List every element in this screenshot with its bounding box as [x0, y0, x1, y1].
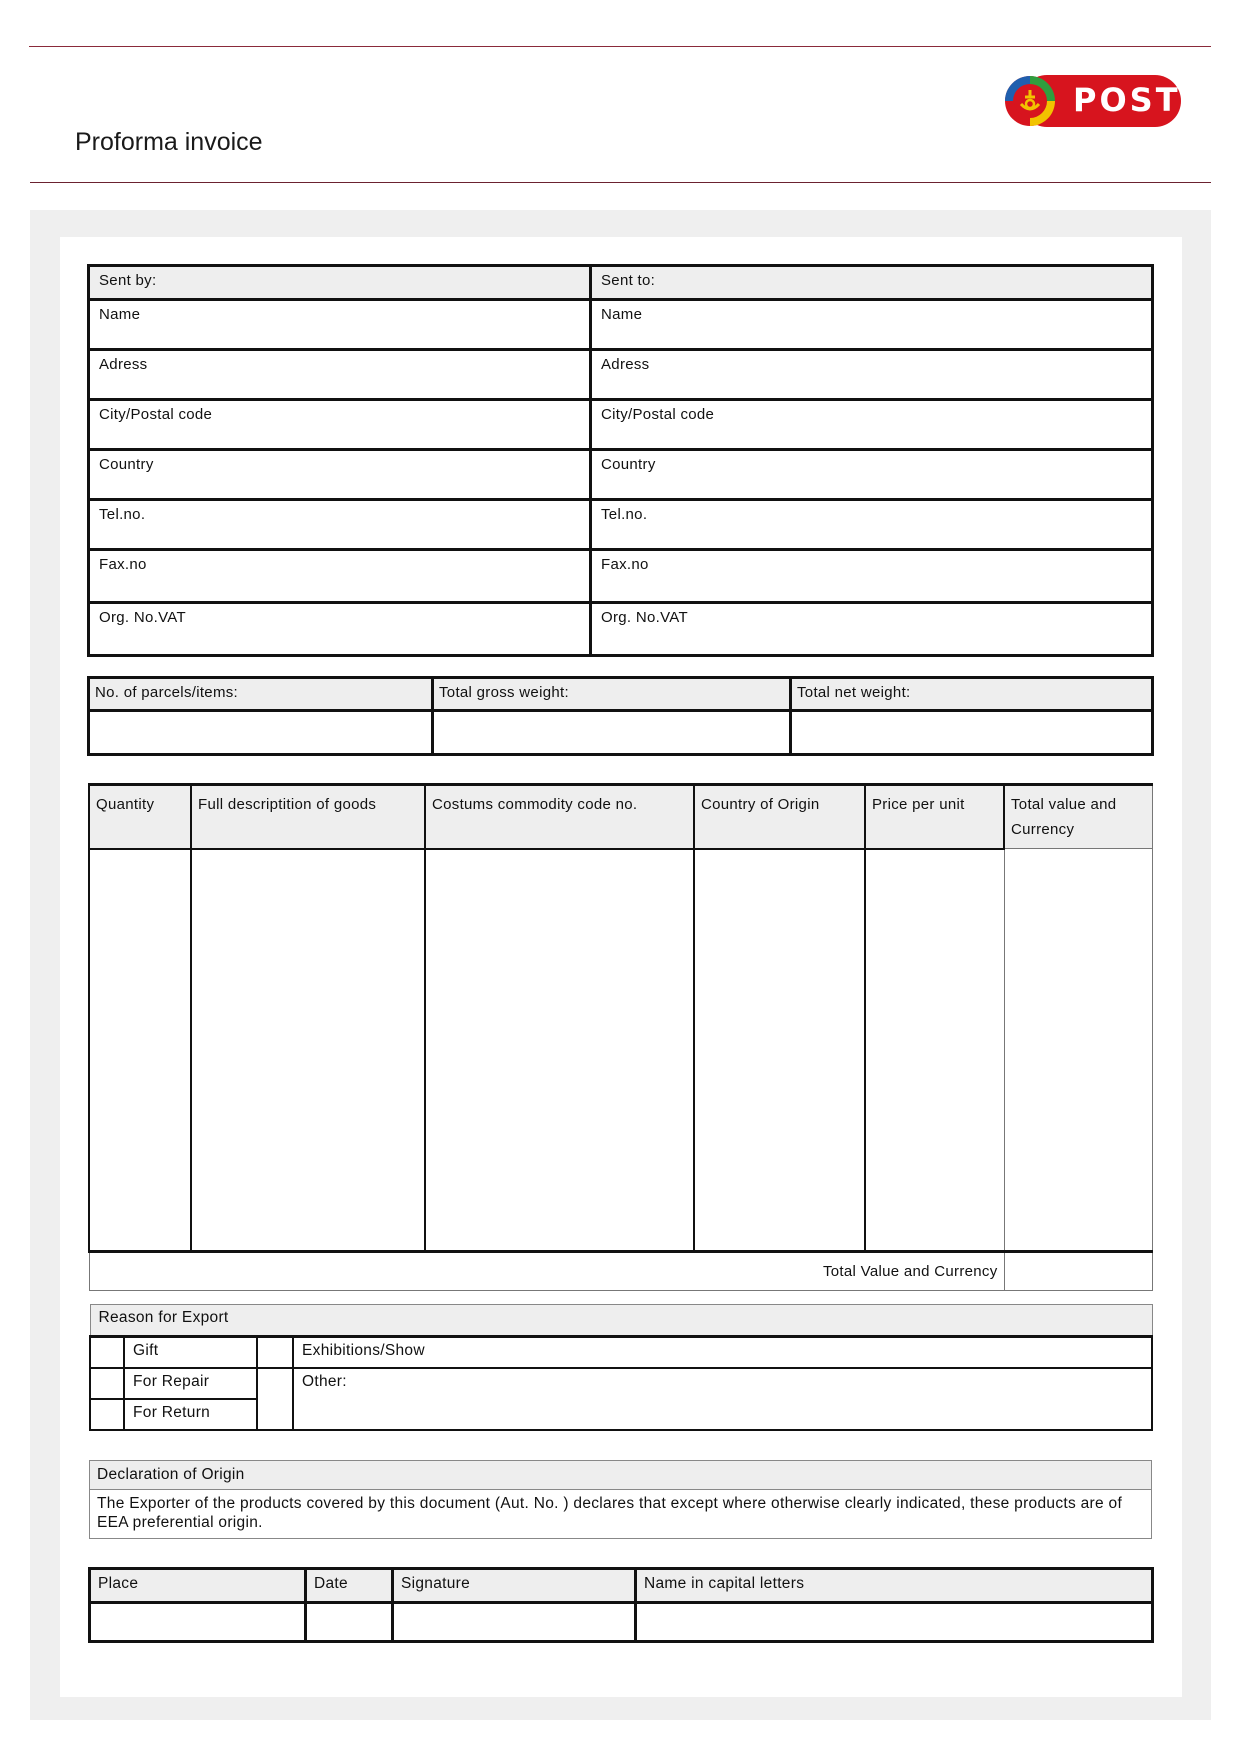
- exhibitions-checkbox[interactable]: [257, 1337, 293, 1369]
- parcels-items-label: No. of parcels/items:: [89, 678, 433, 711]
- sender-vat-field[interactable]: Org. No.VAT: [89, 603, 591, 656]
- receiver-vat-field[interactable]: Org. No.VAT: [591, 603, 1153, 656]
- declaration-table: [89, 1460, 1152, 1539]
- name-capitals-field[interactable]: [636, 1603, 1153, 1642]
- date-field[interactable]: [306, 1603, 393, 1642]
- other-field[interactable]: Other:: [293, 1368, 1152, 1430]
- net-weight-field[interactable]: [791, 711, 1153, 755]
- signature-label: Signature: [393, 1569, 636, 1603]
- sender-name-field[interactable]: Name: [89, 300, 591, 350]
- goods-quantity-cell[interactable]: [89, 849, 191, 1252]
- return-label: For Return: [124, 1399, 257, 1430]
- place-label: Place: [90, 1569, 306, 1603]
- declaration-title: Declaration of Origin: [90, 1461, 1152, 1490]
- post-logo: [1003, 75, 1181, 127]
- goods-col-price-unit: Price per unit: [865, 785, 1004, 849]
- sent-by-label: Sent by:: [89, 266, 591, 300]
- name-capitals-label: Name in capital letters: [636, 1569, 1153, 1603]
- reason-export-title: Reason for Export: [90, 1305, 1152, 1337]
- repair-checkbox[interactable]: [90, 1368, 124, 1399]
- post-horn-emblem-icon: [1003, 75, 1057, 127]
- exhibitions-label: Exhibitions/Show: [293, 1337, 1152, 1369]
- goods-description-cell[interactable]: [191, 849, 425, 1252]
- logo-text: POST: [1073, 81, 1181, 119]
- repair-label: For Repair: [124, 1368, 257, 1399]
- return-checkbox[interactable]: [90, 1399, 124, 1430]
- gross-weight-field[interactable]: [433, 711, 791, 755]
- place-field[interactable]: [90, 1603, 306, 1642]
- goods-col-description: Full descriptition of goods: [191, 785, 425, 849]
- reason-export-table: [89, 1304, 1153, 1431]
- date-label: Date: [306, 1569, 393, 1603]
- goods-col-country-origin: Country of Origin: [694, 785, 865, 849]
- parcels-items-field[interactable]: [89, 711, 433, 755]
- sender-fax-field[interactable]: Fax.no: [89, 550, 591, 603]
- sender-receiver-table: [87, 264, 1154, 657]
- goods-commodity-cell[interactable]: [425, 849, 694, 1252]
- sender-tel-field[interactable]: Tel.no.: [89, 500, 591, 550]
- total-value-label: Total Value and Currency: [89, 1251, 1004, 1290]
- receiver-country-field[interactable]: Country: [591, 450, 1153, 500]
- goods-col-commodity-code: Costums commodity code no.: [425, 785, 694, 849]
- sender-address-field[interactable]: Adress: [89, 350, 591, 400]
- gift-checkbox[interactable]: [90, 1337, 124, 1369]
- goods-total-cell[interactable]: [1004, 849, 1152, 1252]
- gross-weight-label: Total gross weight:: [433, 678, 791, 711]
- goods-price-cell[interactable]: [865, 849, 1004, 1252]
- signature-table: [88, 1567, 1154, 1643]
- declaration-text: The Exporter of the products covered by this document (Aut. No. ) declares that except where otherwise clearly indicated, these products are of EEA preferential origin.: [90, 1490, 1152, 1539]
- receiver-name-field[interactable]: Name: [591, 300, 1153, 350]
- signature-field[interactable]: [393, 1603, 636, 1642]
- header-rule: [30, 182, 1211, 183]
- receiver-address-field[interactable]: Adress: [591, 350, 1153, 400]
- sender-country-field[interactable]: Country: [89, 450, 591, 500]
- page-title: Proforma invoice: [75, 128, 263, 156]
- top-rule: [29, 46, 1211, 47]
- goods-col-quantity: Quantity: [89, 785, 191, 849]
- other-checkbox[interactable]: [257, 1368, 293, 1430]
- sent-to-label: Sent to:: [591, 266, 1153, 300]
- total-value-field[interactable]: [1004, 1251, 1152, 1290]
- receiver-tel-field[interactable]: Tel.no.: [591, 500, 1153, 550]
- sender-city-field[interactable]: City/Postal code: [89, 400, 591, 450]
- receiver-fax-field[interactable]: Fax.no: [591, 550, 1153, 603]
- goods-country-cell[interactable]: [694, 849, 865, 1252]
- goods-col-total-value: Total value and Currency: [1004, 785, 1152, 849]
- receiver-city-field[interactable]: City/Postal code: [591, 400, 1153, 450]
- parcels-table: [87, 676, 1154, 756]
- gift-label: Gift: [124, 1337, 257, 1369]
- goods-table: [88, 783, 1153, 1291]
- net-weight-label: Total net weight:: [791, 678, 1153, 711]
